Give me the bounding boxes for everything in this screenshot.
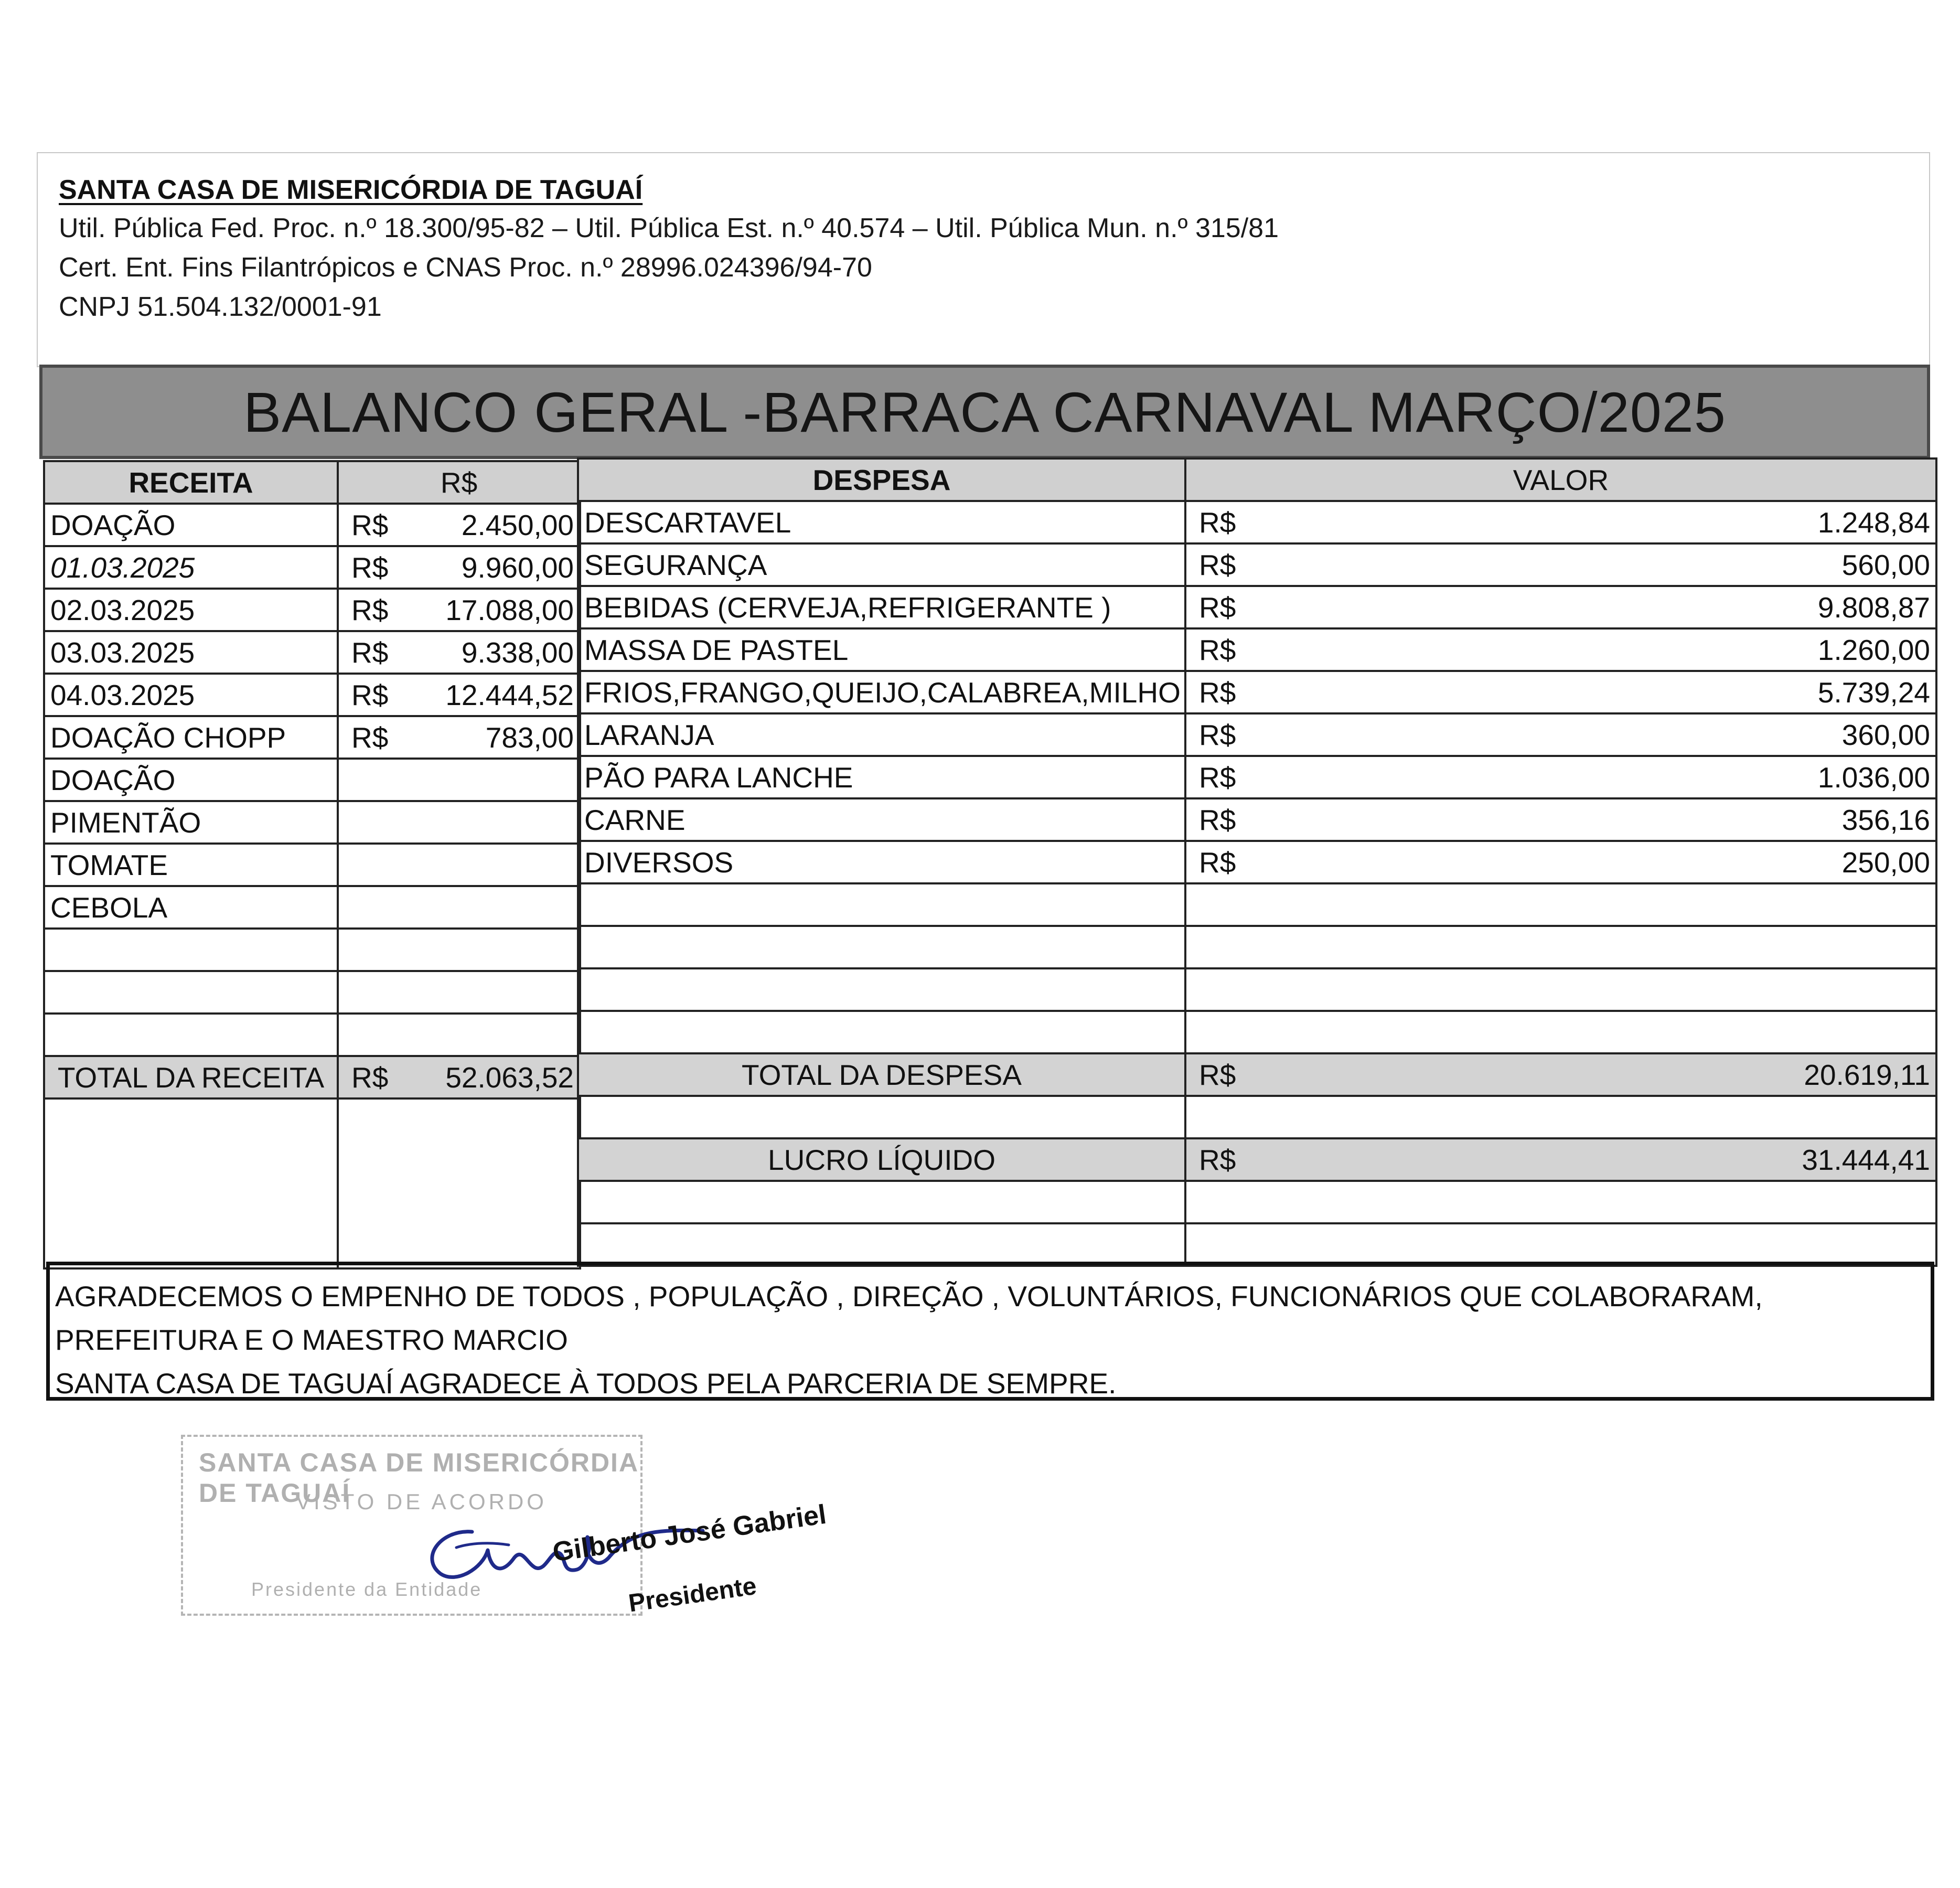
receita-label: DOAÇÃO bbox=[44, 759, 338, 801]
despesa-value-cell bbox=[1185, 671, 1936, 713]
currency-label: R$ bbox=[1199, 846, 1236, 879]
despesa-empty-row bbox=[578, 968, 1936, 1011]
receita-total-row bbox=[44, 1056, 580, 1098]
currency-label: R$ bbox=[1199, 548, 1236, 581]
org-name: SANTA CASA DE MISERICÓRDIA DE TAGUAÍ bbox=[59, 175, 643, 205]
receita-value: 783,00 bbox=[485, 721, 574, 754]
despesa-value: 560,00 bbox=[1841, 548, 1930, 581]
despesa-value-cell bbox=[1185, 713, 1936, 756]
receita-total-label: TOTAL DA RECEITA bbox=[44, 1056, 338, 1098]
receita-label: TOMATE bbox=[44, 844, 338, 886]
despesa-value-cell bbox=[1185, 586, 1936, 628]
receita-row bbox=[44, 504, 580, 546]
despesa-label: FRIOS,FRANGO,QUEIJO,CALABREA,MILHO bbox=[578, 671, 1185, 713]
despesa-table bbox=[577, 457, 1937, 1267]
despesa-empty-row bbox=[578, 1096, 1936, 1138]
header-line-3: CNPJ 51.504.132/0001-91 bbox=[59, 292, 382, 322]
stamp-title: SANTA CASA DE MISERICÓRDIA DE TAGUAÍ bbox=[199, 1448, 638, 1508]
despesa-label: LARANJA bbox=[578, 713, 1185, 756]
despesa-row bbox=[578, 713, 1936, 756]
receita-label: 03.03.2025 bbox=[44, 631, 338, 674]
despesa-value: 1.248,84 bbox=[1817, 506, 1930, 539]
despesa-value-cell bbox=[1185, 628, 1936, 671]
receita-total-value: 52.063,52 bbox=[445, 1061, 574, 1094]
receita-value: 9.338,00 bbox=[461, 636, 574, 669]
receita-row bbox=[44, 589, 580, 631]
receita-row bbox=[44, 631, 580, 674]
despesa-label: PÃO PARA LANCHE bbox=[578, 756, 1185, 798]
receita-row bbox=[44, 801, 580, 844]
receita-empty-cell bbox=[338, 801, 580, 844]
receita-row bbox=[44, 674, 580, 716]
despesa-empty-row bbox=[578, 1011, 1936, 1053]
despesa-empty-row bbox=[578, 883, 1936, 926]
despesa-value-cell bbox=[1185, 798, 1936, 841]
receita-total-cell bbox=[338, 1056, 580, 1098]
receita-empty-cell bbox=[338, 886, 580, 929]
despesa-total-label: TOTAL DA DESPESA bbox=[578, 1053, 1185, 1096]
receita-label: CEBOLA bbox=[44, 886, 338, 929]
receita-row bbox=[44, 716, 580, 759]
despesa-value-cell bbox=[1185, 756, 1936, 798]
receita-value: 17.088,00 bbox=[445, 593, 574, 626]
receita-value-cell bbox=[338, 504, 580, 546]
receita-value-cell bbox=[338, 589, 580, 631]
currency-label: R$ bbox=[351, 721, 389, 754]
lucro-row bbox=[578, 1138, 1936, 1181]
despesa-header-row bbox=[578, 458, 1936, 501]
despesa-row bbox=[578, 501, 1936, 543]
thanks-line-3: SANTA CASA DE TAGUAÍ AGRADECE À TODOS PELA PARCERIA DE SEMPRE. bbox=[55, 1367, 1117, 1400]
receita-value-cell bbox=[338, 674, 580, 716]
stamp-footer: Presidente da Entidade bbox=[251, 1578, 483, 1600]
receita-empty-row bbox=[44, 971, 580, 1014]
despesa-value-col-header: VALOR bbox=[1185, 458, 1936, 501]
receita-table bbox=[43, 460, 581, 1270]
receita-value-cell bbox=[338, 716, 580, 759]
receita-empty-cell bbox=[338, 844, 580, 886]
thanks-box bbox=[46, 1262, 1934, 1401]
currency-label: R$ bbox=[1199, 506, 1236, 539]
despesa-col-header: DESPESA bbox=[578, 458, 1185, 501]
currency-label: R$ bbox=[1199, 676, 1236, 709]
despesa-value-cell bbox=[1185, 501, 1936, 543]
despesa-label: DIVERSOS bbox=[578, 841, 1185, 883]
receita-row bbox=[44, 886, 580, 929]
currency-label: R$ bbox=[351, 1061, 389, 1094]
currency-label: R$ bbox=[1199, 1058, 1236, 1091]
currency-label: R$ bbox=[1199, 718, 1236, 751]
despesa-value-cell bbox=[1185, 841, 1936, 883]
despesa-row bbox=[578, 756, 1936, 798]
despesa-row bbox=[578, 798, 1936, 841]
stamp-subtitle: VISTO DE ACORDO bbox=[296, 1489, 547, 1514]
receita-value: 2.450,00 bbox=[461, 508, 574, 541]
receita-label: DOAÇÃO bbox=[44, 504, 338, 546]
despesa-label: DESCARTAVEL bbox=[578, 501, 1185, 543]
lucro-value: 31.444,41 bbox=[1802, 1143, 1930, 1176]
receita-label: PIMENTÃO bbox=[44, 801, 338, 844]
receita-label: DOAÇÃO CHOPP bbox=[44, 716, 338, 759]
despesa-empty-row bbox=[578, 1181, 1936, 1223]
currency-label: R$ bbox=[1199, 1143, 1236, 1176]
currency-label: R$ bbox=[1199, 761, 1236, 794]
despesa-total-value: 20.619,11 bbox=[1804, 1058, 1930, 1091]
receita-value-col-header: R$ bbox=[338, 461, 580, 504]
despesa-empty-row bbox=[578, 1223, 1936, 1266]
signer-name: Gilberto José Gabriel bbox=[551, 1499, 829, 1568]
lucro-cell bbox=[1185, 1138, 1936, 1181]
receita-label: 01.03.2025 bbox=[44, 546, 338, 589]
receita-value: 12.444,52 bbox=[445, 678, 574, 711]
currency-label: R$ bbox=[351, 508, 389, 541]
receita-label: 04.03.2025 bbox=[44, 674, 338, 716]
currency-label: R$ bbox=[351, 593, 389, 626]
despesa-total-cell bbox=[1185, 1053, 1936, 1096]
despesa-row bbox=[578, 543, 1936, 586]
despesa-value: 1.036,00 bbox=[1817, 761, 1930, 794]
despesa-row bbox=[578, 671, 1936, 713]
despesa-label: BEBIDAS (CERVEJA,REFRIGERANTE ) bbox=[578, 586, 1185, 628]
receita-header-row bbox=[44, 461, 580, 504]
despesa-value-cell bbox=[1185, 543, 1936, 586]
despesa-value: 1.260,00 bbox=[1817, 633, 1930, 666]
receita-value-cell bbox=[338, 546, 580, 589]
receita-row bbox=[44, 546, 580, 589]
despesa-total-row bbox=[578, 1053, 1936, 1096]
title-bar bbox=[39, 365, 1930, 459]
currency-label: R$ bbox=[351, 678, 389, 711]
receita-label: 02.03.2025 bbox=[44, 589, 338, 631]
receita-filler-row bbox=[44, 1098, 580, 1268]
despesa-label: CARNE bbox=[578, 798, 1185, 841]
receita-row bbox=[44, 844, 580, 886]
despesa-label: SEGURANÇA bbox=[578, 543, 1185, 586]
currency-label: R$ bbox=[1199, 591, 1236, 624]
receita-value-cell bbox=[338, 631, 580, 674]
despesa-value: 250,00 bbox=[1841, 846, 1930, 879]
despesa-value: 360,00 bbox=[1841, 718, 1930, 751]
receita-value: 9.960,00 bbox=[461, 551, 574, 584]
signer-title: Presidente bbox=[627, 1572, 758, 1618]
despesa-empty-row bbox=[578, 926, 1936, 968]
page-title: BALANCO GERAL -BARRACA CARNAVAL MARÇO/2025 bbox=[243, 380, 1726, 444]
receita-empty-cell bbox=[338, 759, 580, 801]
currency-label: R$ bbox=[1199, 633, 1236, 666]
header-line-1: Util. Pública Fed. Proc. n.º 18.300/95-82 – Util. Pública Est. n.º 40.574 – Util. Pública Mun. n.º 315/81 bbox=[59, 213, 1279, 243]
despesa-row bbox=[578, 586, 1936, 628]
receita-empty-row bbox=[44, 929, 580, 971]
despesa-value: 356,16 bbox=[1841, 803, 1930, 836]
thanks-line-2: PREFEITURA E O MAESTRO MARCIO bbox=[55, 1324, 568, 1356]
lucro-label: LUCRO LÍQUIDO bbox=[578, 1138, 1185, 1181]
currency-label: R$ bbox=[351, 551, 389, 584]
currency-label: R$ bbox=[1199, 803, 1236, 836]
receita-col-header: RECEITA bbox=[44, 461, 338, 504]
despesa-label: MASSA DE PASTEL bbox=[578, 628, 1185, 671]
thanks-line-1: AGRADECEMOS O EMPENHO DE TODOS , POPULAÇÃO , DIREÇÃO , VOLUNTÁRIOS, FUNCIONÁRIOS QUE COLABORARAM, bbox=[55, 1280, 1763, 1313]
despesa-value: 9.808,87 bbox=[1817, 591, 1930, 624]
despesa-value: 5.739,24 bbox=[1817, 676, 1930, 709]
despesa-row bbox=[578, 628, 1936, 671]
despesa-row bbox=[578, 841, 1936, 883]
header-line-2: Cert. Ent. Fins Filantrópicos e CNAS Proc. n.º 28996.024396/94-70 bbox=[59, 252, 872, 283]
currency-label: R$ bbox=[351, 636, 389, 669]
receita-row bbox=[44, 759, 580, 801]
receita-empty-row bbox=[44, 1014, 580, 1056]
